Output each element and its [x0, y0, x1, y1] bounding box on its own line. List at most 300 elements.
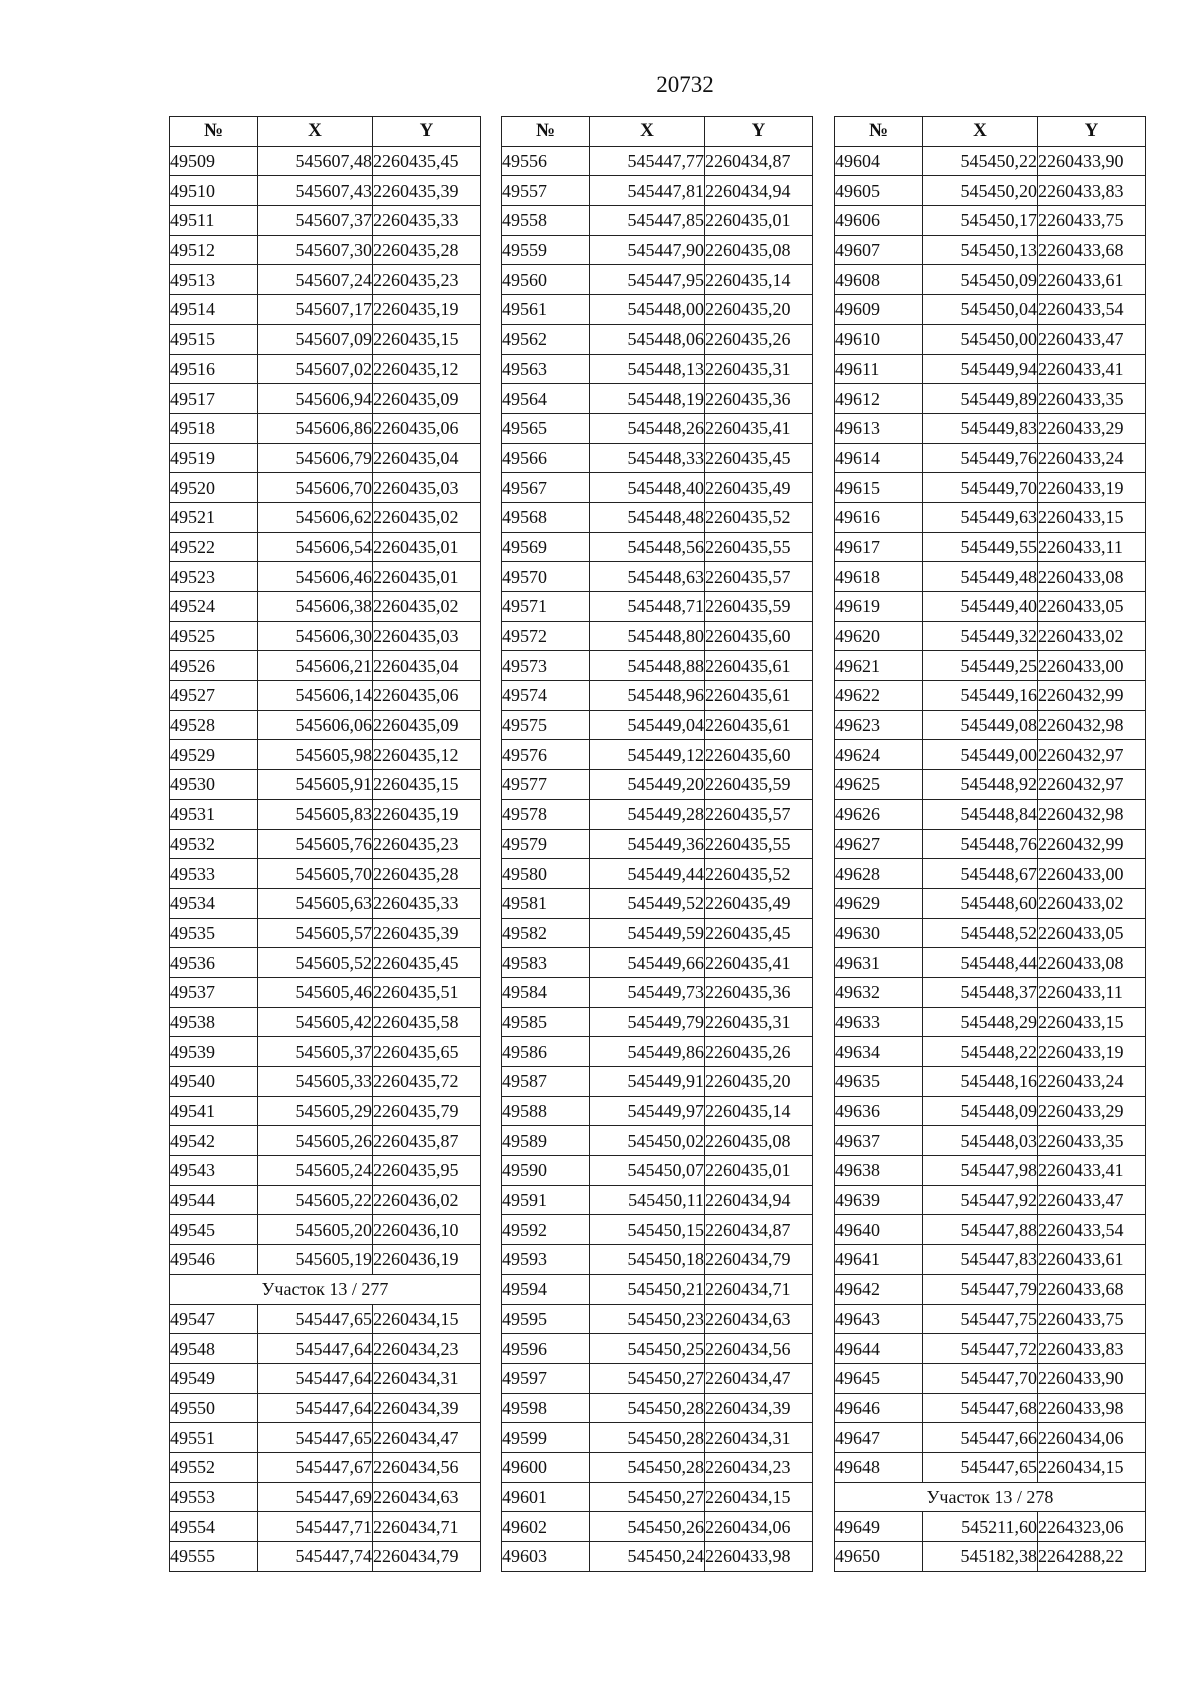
point-number-cell: 49536	[170, 948, 258, 978]
table-row	[502, 918, 813, 948]
y-coordinate-cell: 2260433,11	[1038, 977, 1146, 1007]
x-coordinate-cell: 545606,62	[258, 502, 373, 532]
point-number-cell: 49530	[170, 770, 258, 800]
point-number-cell: 49583	[502, 948, 590, 978]
x-coordinate-cell: 545606,70	[258, 473, 373, 503]
table-row	[170, 621, 481, 651]
y-coordinate-cell: 2260433,41	[1038, 1156, 1146, 1186]
x-coordinate-cell: 545449,12	[590, 740, 705, 770]
table-row	[835, 324, 1146, 354]
table-row	[170, 206, 481, 236]
point-number-cell: 49610	[835, 324, 923, 354]
header-x: X	[923, 117, 1038, 147]
point-number-cell: 49541	[170, 1096, 258, 1126]
x-coordinate-cell: 545606,46	[258, 562, 373, 592]
y-coordinate-cell: 2260432,98	[1038, 710, 1146, 740]
x-coordinate-cell: 545450,26	[590, 1512, 705, 1542]
x-coordinate-cell: 545447,79	[923, 1274, 1038, 1304]
section-title: Участок 13 / 277	[170, 1274, 481, 1304]
y-coordinate-cell: 2260435,57	[705, 799, 813, 829]
y-coordinate-cell: 2260433,05	[1038, 918, 1146, 948]
point-number-cell: 49595	[502, 1304, 590, 1334]
point-number-cell: 49567	[502, 473, 590, 503]
table-row	[835, 918, 1146, 948]
x-coordinate-cell: 545449,97	[590, 1096, 705, 1126]
point-number-cell: 49528	[170, 710, 258, 740]
point-number-cell: 49581	[502, 888, 590, 918]
table-row	[502, 384, 813, 414]
point-number-cell: 49608	[835, 265, 923, 295]
point-number-cell: 49533	[170, 859, 258, 889]
y-coordinate-cell: 2260435,12	[373, 354, 481, 384]
table-row	[170, 1304, 481, 1334]
point-number-cell: 49637	[835, 1126, 923, 1156]
x-coordinate-cell: 545450,13	[923, 235, 1038, 265]
point-number-cell: 49535	[170, 918, 258, 948]
y-coordinate-cell: 2260436,19	[373, 1245, 481, 1275]
point-number-cell: 49547	[170, 1304, 258, 1334]
x-coordinate-cell: 545606,38	[258, 592, 373, 622]
section-row	[835, 1482, 1146, 1512]
point-number-cell: 49546	[170, 1245, 258, 1275]
table-row	[835, 770, 1146, 800]
x-coordinate-cell: 545448,44	[923, 948, 1038, 978]
table-row	[502, 799, 813, 829]
point-number-cell: 49585	[502, 1007, 590, 1037]
point-number-cell: 49616	[835, 502, 923, 532]
table-row	[835, 1304, 1146, 1334]
table-row	[502, 948, 813, 978]
y-coordinate-cell: 2260435,19	[373, 799, 481, 829]
point-number-cell: 49587	[502, 1067, 590, 1097]
point-number-cell: 49512	[170, 235, 258, 265]
table-row	[170, 1482, 481, 1512]
point-number-cell: 49648	[835, 1452, 923, 1482]
x-coordinate-cell: 545447,74	[258, 1542, 373, 1572]
table-row	[502, 206, 813, 236]
y-coordinate-cell: 2260434,87	[705, 146, 813, 176]
y-coordinate-cell: 2260435,49	[705, 888, 813, 918]
table-row	[170, 1156, 481, 1186]
x-coordinate-cell: 545448,96	[590, 681, 705, 711]
y-coordinate-cell: 2260433,19	[1038, 473, 1146, 503]
x-coordinate-cell: 545447,68	[923, 1393, 1038, 1423]
y-coordinate-cell: 2260433,54	[1038, 295, 1146, 325]
point-number-cell: 49510	[170, 176, 258, 206]
y-coordinate-cell: 2260435,08	[705, 235, 813, 265]
table-body	[170, 146, 481, 1571]
x-coordinate-cell: 545605,20	[258, 1215, 373, 1245]
table-row	[502, 1067, 813, 1097]
x-coordinate-cell: 545606,79	[258, 443, 373, 473]
x-coordinate-cell: 545607,09	[258, 324, 373, 354]
table-row	[170, 681, 481, 711]
y-coordinate-cell: 2260435,59	[705, 592, 813, 622]
point-number-cell: 49521	[170, 502, 258, 532]
table-row	[835, 1215, 1146, 1245]
y-coordinate-cell: 2260433,29	[1038, 1096, 1146, 1126]
table-row	[170, 295, 481, 325]
y-coordinate-cell: 2260434,31	[705, 1423, 813, 1453]
x-coordinate-cell: 545450,20	[923, 176, 1038, 206]
y-coordinate-cell: 2260434,63	[705, 1304, 813, 1334]
point-number-cell: 49591	[502, 1185, 590, 1215]
table-row	[835, 1096, 1146, 1126]
x-coordinate-cell: 545449,94	[923, 354, 1038, 384]
x-coordinate-cell: 545605,42	[258, 1007, 373, 1037]
point-number-cell: 49526	[170, 651, 258, 681]
y-coordinate-cell: 2260432,97	[1038, 770, 1146, 800]
header-x: X	[590, 117, 705, 147]
point-number-cell: 49642	[835, 1274, 923, 1304]
y-coordinate-cell: 2260435,09	[373, 384, 481, 414]
table-row	[835, 799, 1146, 829]
x-coordinate-cell: 545447,65	[923, 1452, 1038, 1482]
point-number-cell: 49509	[170, 146, 258, 176]
x-coordinate-cell: 545606,86	[258, 413, 373, 443]
point-number-cell: 49556	[502, 146, 590, 176]
table-header-row	[835, 117, 1146, 147]
section-title: Участок 13 / 278	[835, 1482, 1146, 1512]
x-coordinate-cell: 545450,00	[923, 324, 1038, 354]
y-coordinate-cell: 2260434,39	[373, 1393, 481, 1423]
point-number-cell: 49525	[170, 621, 258, 651]
x-coordinate-cell: 545447,70	[923, 1363, 1038, 1393]
y-coordinate-cell: 2260434,06	[1038, 1423, 1146, 1453]
x-coordinate-cell: 545447,64	[258, 1363, 373, 1393]
x-coordinate-cell: 545448,29	[923, 1007, 1038, 1037]
y-coordinate-cell: 2260435,61	[705, 651, 813, 681]
table-row	[835, 621, 1146, 651]
table-row	[835, 265, 1146, 295]
table-row	[170, 710, 481, 740]
table-row	[502, 1037, 813, 1067]
table-row	[835, 1334, 1146, 1364]
y-coordinate-cell: 2260432,98	[1038, 799, 1146, 829]
y-coordinate-cell: 2260434,15	[1038, 1452, 1146, 1482]
point-number-cell: 49621	[835, 651, 923, 681]
point-number-cell: 49559	[502, 235, 590, 265]
x-coordinate-cell: 545449,76	[923, 443, 1038, 473]
point-number-cell: 49627	[835, 829, 923, 859]
table-row	[502, 502, 813, 532]
x-coordinate-cell: 545447,71	[258, 1512, 373, 1542]
x-coordinate-cell: 545448,33	[590, 443, 705, 473]
table-body	[502, 146, 813, 1571]
point-number-cell: 49641	[835, 1245, 923, 1275]
table-row	[170, 1067, 481, 1097]
point-number-cell: 49599	[502, 1423, 590, 1453]
x-coordinate-cell: 545449,08	[923, 710, 1038, 740]
y-coordinate-cell: 2260435,12	[373, 740, 481, 770]
x-coordinate-cell: 545450,07	[590, 1156, 705, 1186]
point-number-cell: 49569	[502, 532, 590, 562]
table-row	[835, 977, 1146, 1007]
y-coordinate-cell: 2260432,97	[1038, 740, 1146, 770]
x-coordinate-cell: 545449,66	[590, 948, 705, 978]
header-y: Y	[1038, 117, 1146, 147]
point-number-cell: 49538	[170, 1007, 258, 1037]
y-coordinate-cell: 2260435,03	[373, 473, 481, 503]
header-number: №	[170, 117, 258, 147]
point-number-cell: 49633	[835, 1007, 923, 1037]
x-coordinate-cell: 545448,67	[923, 859, 1038, 889]
x-coordinate-cell: 545449,52	[590, 888, 705, 918]
point-number-cell: 49609	[835, 295, 923, 325]
point-number-cell: 49515	[170, 324, 258, 354]
table-row	[170, 1423, 481, 1453]
x-coordinate-cell: 545450,28	[590, 1452, 705, 1482]
y-coordinate-cell: 2264323,06	[1038, 1512, 1146, 1542]
y-coordinate-cell: 2260435,28	[373, 859, 481, 889]
table-row	[502, 532, 813, 562]
x-coordinate-cell: 545605,70	[258, 859, 373, 889]
table-row	[170, 1185, 481, 1215]
y-coordinate-cell: 2260434,71	[705, 1274, 813, 1304]
table-row	[502, 413, 813, 443]
table-row	[835, 592, 1146, 622]
table-row	[835, 888, 1146, 918]
x-coordinate-cell: 545448,00	[590, 295, 705, 325]
point-number-cell: 49647	[835, 1423, 923, 1453]
x-coordinate-cell: 545605,29	[258, 1096, 373, 1126]
point-number-cell: 49649	[835, 1512, 923, 1542]
point-number-cell: 49534	[170, 888, 258, 918]
x-coordinate-cell: 545447,98	[923, 1156, 1038, 1186]
x-coordinate-cell: 545606,14	[258, 681, 373, 711]
point-number-cell: 49518	[170, 413, 258, 443]
coordinates-table-3	[834, 116, 1146, 1572]
table-row	[835, 206, 1146, 236]
table-row	[835, 1512, 1146, 1542]
y-coordinate-cell: 2260435,45	[705, 918, 813, 948]
table-row	[502, 146, 813, 176]
x-coordinate-cell: 545450,18	[590, 1245, 705, 1275]
x-coordinate-cell: 545448,92	[923, 770, 1038, 800]
x-coordinate-cell: 545605,46	[258, 977, 373, 1007]
point-number-cell: 49601	[502, 1482, 590, 1512]
y-coordinate-cell: 2260435,01	[373, 562, 481, 592]
table-row	[835, 1452, 1146, 1482]
point-number-cell: 49555	[170, 1542, 258, 1572]
x-coordinate-cell: 545448,19	[590, 384, 705, 414]
table-row	[170, 859, 481, 889]
x-coordinate-cell: 545449,25	[923, 651, 1038, 681]
table-row	[835, 473, 1146, 503]
x-coordinate-cell: 545449,59	[590, 918, 705, 948]
y-coordinate-cell: 2260433,41	[1038, 354, 1146, 384]
y-coordinate-cell: 2260435,52	[705, 502, 813, 532]
x-coordinate-cell: 545447,77	[590, 146, 705, 176]
y-coordinate-cell: 2260435,55	[705, 829, 813, 859]
y-coordinate-cell: 2260433,24	[1038, 1067, 1146, 1097]
y-coordinate-cell: 2260435,87	[373, 1126, 481, 1156]
x-coordinate-cell: 545449,79	[590, 1007, 705, 1037]
point-number-cell: 49552	[170, 1452, 258, 1482]
point-number-cell: 49577	[502, 770, 590, 800]
x-coordinate-cell: 545607,17	[258, 295, 373, 325]
point-number-cell: 49545	[170, 1215, 258, 1245]
table-row	[502, 1512, 813, 1542]
x-coordinate-cell: 545447,66	[923, 1423, 1038, 1453]
x-coordinate-cell: 545607,48	[258, 146, 373, 176]
x-coordinate-cell: 545448,03	[923, 1126, 1038, 1156]
table-row	[835, 859, 1146, 889]
x-coordinate-cell: 545450,15	[590, 1215, 705, 1245]
point-number-cell: 49529	[170, 740, 258, 770]
table-row	[170, 1452, 481, 1482]
table-row	[502, 1126, 813, 1156]
table-row	[835, 1542, 1146, 1572]
x-coordinate-cell: 545449,36	[590, 829, 705, 859]
x-coordinate-cell: 545449,44	[590, 859, 705, 889]
x-coordinate-cell: 545448,26	[590, 413, 705, 443]
y-coordinate-cell: 2260433,02	[1038, 888, 1146, 918]
point-number-cell: 49563	[502, 354, 590, 384]
table-row	[502, 354, 813, 384]
point-number-cell: 49605	[835, 176, 923, 206]
y-coordinate-cell: 2260435,20	[705, 295, 813, 325]
y-coordinate-cell: 2260435,51	[373, 977, 481, 1007]
y-coordinate-cell: 2260434,56	[705, 1334, 813, 1364]
point-number-cell: 49568	[502, 502, 590, 532]
x-coordinate-cell: 545449,63	[923, 502, 1038, 532]
x-coordinate-cell: 545447,65	[258, 1304, 373, 1334]
table-row	[170, 176, 481, 206]
x-coordinate-cell: 545447,69	[258, 1482, 373, 1512]
x-coordinate-cell: 545448,09	[923, 1096, 1038, 1126]
table-row	[502, 1185, 813, 1215]
x-coordinate-cell: 545607,24	[258, 265, 373, 295]
y-coordinate-cell: 2260435,41	[705, 948, 813, 978]
point-number-cell: 49643	[835, 1304, 923, 1334]
y-coordinate-cell: 2260435,04	[373, 651, 481, 681]
table-row	[835, 384, 1146, 414]
table-row	[170, 740, 481, 770]
point-number-cell: 49586	[502, 1037, 590, 1067]
point-number-cell: 49575	[502, 710, 590, 740]
y-coordinate-cell: 2260433,19	[1038, 1037, 1146, 1067]
point-number-cell: 49589	[502, 1126, 590, 1156]
point-number-cell: 49640	[835, 1215, 923, 1245]
point-number-cell: 49524	[170, 592, 258, 622]
table-row	[502, 621, 813, 651]
x-coordinate-cell: 545448,88	[590, 651, 705, 681]
point-number-cell: 49544	[170, 1185, 258, 1215]
table-row	[835, 562, 1146, 592]
x-coordinate-cell: 545447,83	[923, 1245, 1038, 1275]
table-row	[835, 1126, 1146, 1156]
x-coordinate-cell: 545450,24	[590, 1542, 705, 1572]
y-coordinate-cell: 2260435,02	[373, 592, 481, 622]
y-coordinate-cell: 2260433,11	[1038, 532, 1146, 562]
table-row	[502, 235, 813, 265]
y-coordinate-cell: 2260434,23	[373, 1334, 481, 1364]
x-coordinate-cell: 545450,21	[590, 1274, 705, 1304]
y-coordinate-cell: 2260435,04	[373, 443, 481, 473]
y-coordinate-cell: 2260433,00	[1038, 651, 1146, 681]
point-number-cell: 49612	[835, 384, 923, 414]
y-coordinate-cell: 2260433,47	[1038, 324, 1146, 354]
point-number-cell: 49638	[835, 1156, 923, 1186]
x-coordinate-cell: 545447,75	[923, 1304, 1038, 1334]
x-coordinate-cell: 545450,22	[923, 146, 1038, 176]
point-number-cell: 49632	[835, 977, 923, 1007]
y-coordinate-cell: 2260435,06	[373, 413, 481, 443]
x-coordinate-cell: 545448,22	[923, 1037, 1038, 1067]
x-coordinate-cell: 545448,71	[590, 592, 705, 622]
y-coordinate-cell: 2260433,61	[1038, 1245, 1146, 1275]
point-number-cell: 49625	[835, 770, 923, 800]
x-coordinate-cell: 545450,23	[590, 1304, 705, 1334]
point-number-cell: 49590	[502, 1156, 590, 1186]
y-coordinate-cell: 2260435,33	[373, 888, 481, 918]
y-coordinate-cell: 2260433,98	[1038, 1393, 1146, 1423]
point-number-cell: 49516	[170, 354, 258, 384]
table-row	[170, 1542, 481, 1572]
y-coordinate-cell: 2260435,36	[705, 384, 813, 414]
y-coordinate-cell: 2260435,52	[705, 859, 813, 889]
table-row	[502, 1423, 813, 1453]
x-coordinate-cell: 545607,43	[258, 176, 373, 206]
x-coordinate-cell: 545605,24	[258, 1156, 373, 1186]
y-coordinate-cell: 2260435,28	[373, 235, 481, 265]
y-coordinate-cell: 2260434,15	[705, 1482, 813, 1512]
x-coordinate-cell: 545605,26	[258, 1126, 373, 1156]
point-number-cell: 49561	[502, 295, 590, 325]
table-row	[502, 1452, 813, 1482]
table-row	[835, 681, 1146, 711]
table-row	[170, 770, 481, 800]
x-coordinate-cell: 545450,28	[590, 1423, 705, 1453]
y-coordinate-cell: 2260434,47	[705, 1363, 813, 1393]
y-coordinate-cell: 2260433,90	[1038, 1363, 1146, 1393]
x-coordinate-cell: 545211,60	[923, 1512, 1038, 1542]
table-row	[170, 384, 481, 414]
table-row	[170, 651, 481, 681]
y-coordinate-cell: 2260435,14	[705, 1096, 813, 1126]
x-coordinate-cell: 545448,63	[590, 562, 705, 592]
table-row	[170, 354, 481, 384]
x-coordinate-cell: 545449,73	[590, 977, 705, 1007]
x-coordinate-cell: 545450,25	[590, 1334, 705, 1364]
point-number-cell: 49511	[170, 206, 258, 236]
x-coordinate-cell: 545449,32	[923, 621, 1038, 651]
x-coordinate-cell: 545448,84	[923, 799, 1038, 829]
x-coordinate-cell: 545605,22	[258, 1185, 373, 1215]
table-row	[502, 977, 813, 1007]
table-row	[835, 413, 1146, 443]
table-row	[170, 888, 481, 918]
table-row	[835, 1245, 1146, 1275]
table-row	[170, 948, 481, 978]
y-coordinate-cell: 2260435,03	[373, 621, 481, 651]
table-row	[502, 1274, 813, 1304]
point-number-cell: 49582	[502, 918, 590, 948]
table-row	[502, 859, 813, 889]
y-coordinate-cell: 2260435,59	[705, 770, 813, 800]
table-row	[835, 1037, 1146, 1067]
table-row	[502, 1334, 813, 1364]
y-coordinate-cell: 2260434,79	[373, 1542, 481, 1572]
y-coordinate-cell: 2260435,49	[705, 473, 813, 503]
table-row	[502, 651, 813, 681]
x-coordinate-cell: 545605,57	[258, 918, 373, 948]
point-number-cell: 49603	[502, 1542, 590, 1572]
point-number-cell: 49635	[835, 1067, 923, 1097]
point-number-cell: 49531	[170, 799, 258, 829]
table-row	[835, 1185, 1146, 1215]
